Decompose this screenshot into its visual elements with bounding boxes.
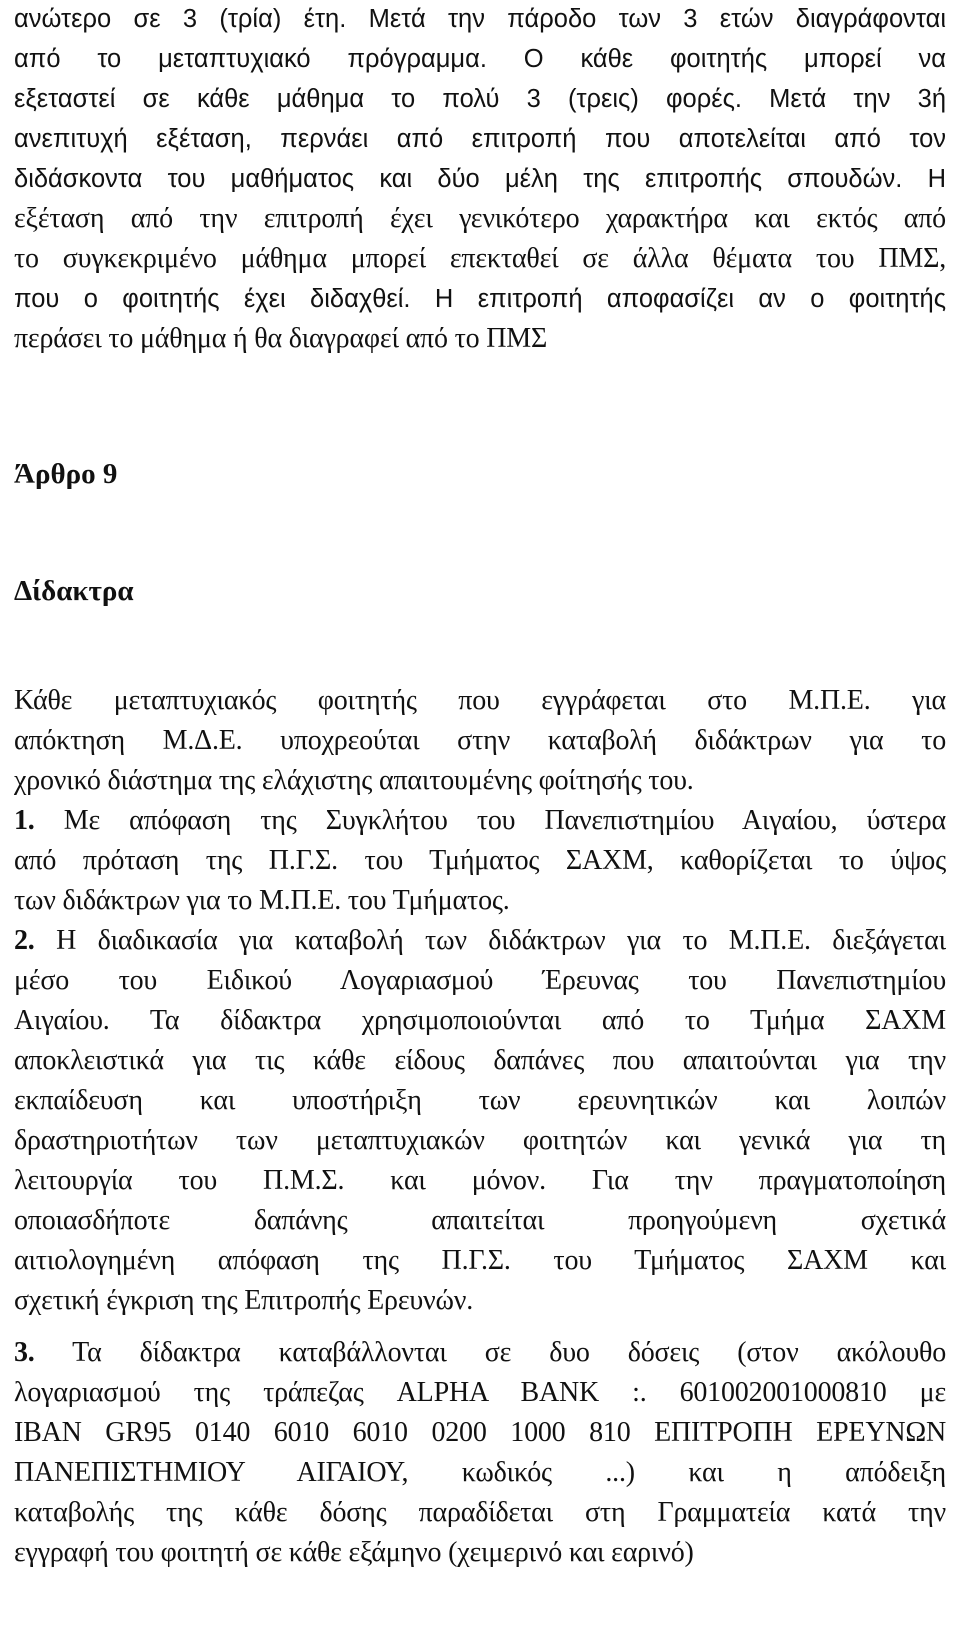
- paragraph-line: από πρόταση της Π.Γ.Σ. του Τμήματος ΣΑΧΜ, καθορίζεται το ύψος: [14, 845, 946, 876]
- paragraph-line: ανεπιτυχή εξέταση, περνάει από επιτροπή που αποτελείται από τον: [14, 125, 946, 153]
- item-number: 2.: [14, 925, 35, 956]
- paragraph-line: των διδάκτρων για το Μ.Π.Ε. του Τμήματος.: [14, 885, 510, 916]
- paragraph-line: εγγραφή του φοιτητή σε κάθε εξάμηνο (χειμερινό και εαρινό): [14, 1537, 694, 1568]
- list-item-first-line: [14, 1334, 946, 1372]
- paragraph-line: εξέταση από την επιτροπή έχει γενικότερο χαρακτήρα και εκτός από: [14, 203, 946, 234]
- paragraph-line: IBAN GR95 0140 6010 6010 0200 1000 810 ΕΠΙΤΡΟΠΗ ΕΡΕΥΝΩΝ: [14, 1417, 946, 1448]
- paragraph-line: λογαριασμού της τράπεζας ALPHA BANK :. 601002001000810 με: [14, 1377, 946, 1408]
- item-text: Με απόφαση της Συγκλήτου του Πανεπιστημίου Αιγαίου, ύστερα: [63, 805, 946, 836]
- paragraph-line: λειτουργία του Π.Μ.Σ. και μόνον. Για την πραγματοποίηση: [14, 1165, 946, 1196]
- item-number: 1.: [14, 805, 35, 836]
- paragraph-line: καταβολής της κάθε δόσης παραδίδεται στη Γραμματεία κατά την: [14, 1497, 946, 1528]
- paragraph-line: ΠΑΝΕΠΙΣΤΗΜΙΟΥ ΑΙΓΑΙΟΥ, κωδικός ...) και η απόδειξη: [14, 1457, 946, 1488]
- paragraph-line: αιτιολογημένη απόφαση της Π.Γ.Σ. του Τμήματος ΣΑΧΜ και: [14, 1245, 946, 1276]
- paragraph-line: χρονικό διάστημα της ελάχιστης απαιτουμένης φοίτησής του.: [14, 765, 694, 796]
- item-text: Η διαδικασία για καταβολή των διδάκτρων για το Μ.Π.Ε. διεξάγεται: [56, 925, 946, 956]
- paragraph-line: ανώτερο σε 3 (τρία) έτη. Μετά την πάροδο των 3 ετών διαγράφονται: [14, 5, 946, 33]
- article-heading: Άρθρο 9: [14, 458, 118, 490]
- paragraph-line: οποιασδήποτε δαπάνης απαιτείται προηγούμενη σχετικά: [14, 1205, 946, 1236]
- paragraph-line: Αιγαίου. Τα δίδακτρα χρησιμοποιούνται από το Τμήμα ΣΑΧΜ: [14, 1005, 946, 1036]
- list-item-first-line: [14, 922, 946, 960]
- item-text: Τα δίδακτρα καταβάλλονται σε δυο δόσεις (στον ακόλουθο: [72, 1337, 946, 1368]
- paragraph-line: από το μεταπτυχιακό πρόγραμμα. Ο κάθε φοιτητής μπορεί να: [14, 45, 946, 73]
- list-item-first-line: [14, 802, 946, 840]
- paragraph-line: εξεταστεί σε κάθε μάθημα το πολύ 3 (τρεις) φορές. Μετά την 3ή: [14, 85, 946, 113]
- paragraph-line: που ο φοιτητής έχει διδαχθεί. Η επιτροπή αποφασίζει αν ο φοιτητής: [14, 285, 946, 313]
- paragraph-line: δραστηριοτήτων των μεταπτυχιακών φοιτητών και γενικά για τη: [14, 1125, 946, 1156]
- paragraph-line: σχετική έγκριση της Επιτροπής Ερευνών.: [14, 1285, 473, 1316]
- paragraph-line: Κάθε μεταπτυχιακός φοιτητής που εγγράφεται στο Μ.Π.Ε. για: [14, 685, 946, 716]
- paragraph-line: περάσει το μάθημα ή θα διαγραφεί από το ΠΜΣ: [14, 323, 548, 354]
- paragraph-line: μέσο του Ειδικού Λογαριασμού Έρευνας του Πανεπιστημίου: [14, 965, 946, 996]
- item-number: 3.: [14, 1337, 35, 1368]
- paragraph-line: εκπαίδευση και υποστήριξη των ερευνητικών και λοιπών: [14, 1085, 946, 1116]
- paragraph-line: διδάσκοντα του μαθήματος και δύο μέλη της επιτροπής σπουδών. Η: [14, 165, 946, 193]
- paragraph-line: αποκλειστικά για τις κάθε είδους δαπάνες που απαιτούνται για την: [14, 1045, 946, 1076]
- article-title: Δίδακτρα: [14, 575, 134, 607]
- paragraph-line: απόκτηση Μ.Δ.Ε. υποχρεούται στην καταβολή διδάκτρων για το: [14, 725, 946, 756]
- paragraph-line: το συγκεκριμένο μάθημα μπορεί επεκταθεί σε άλλα θέματα του ΠΜΣ,: [14, 243, 946, 274]
